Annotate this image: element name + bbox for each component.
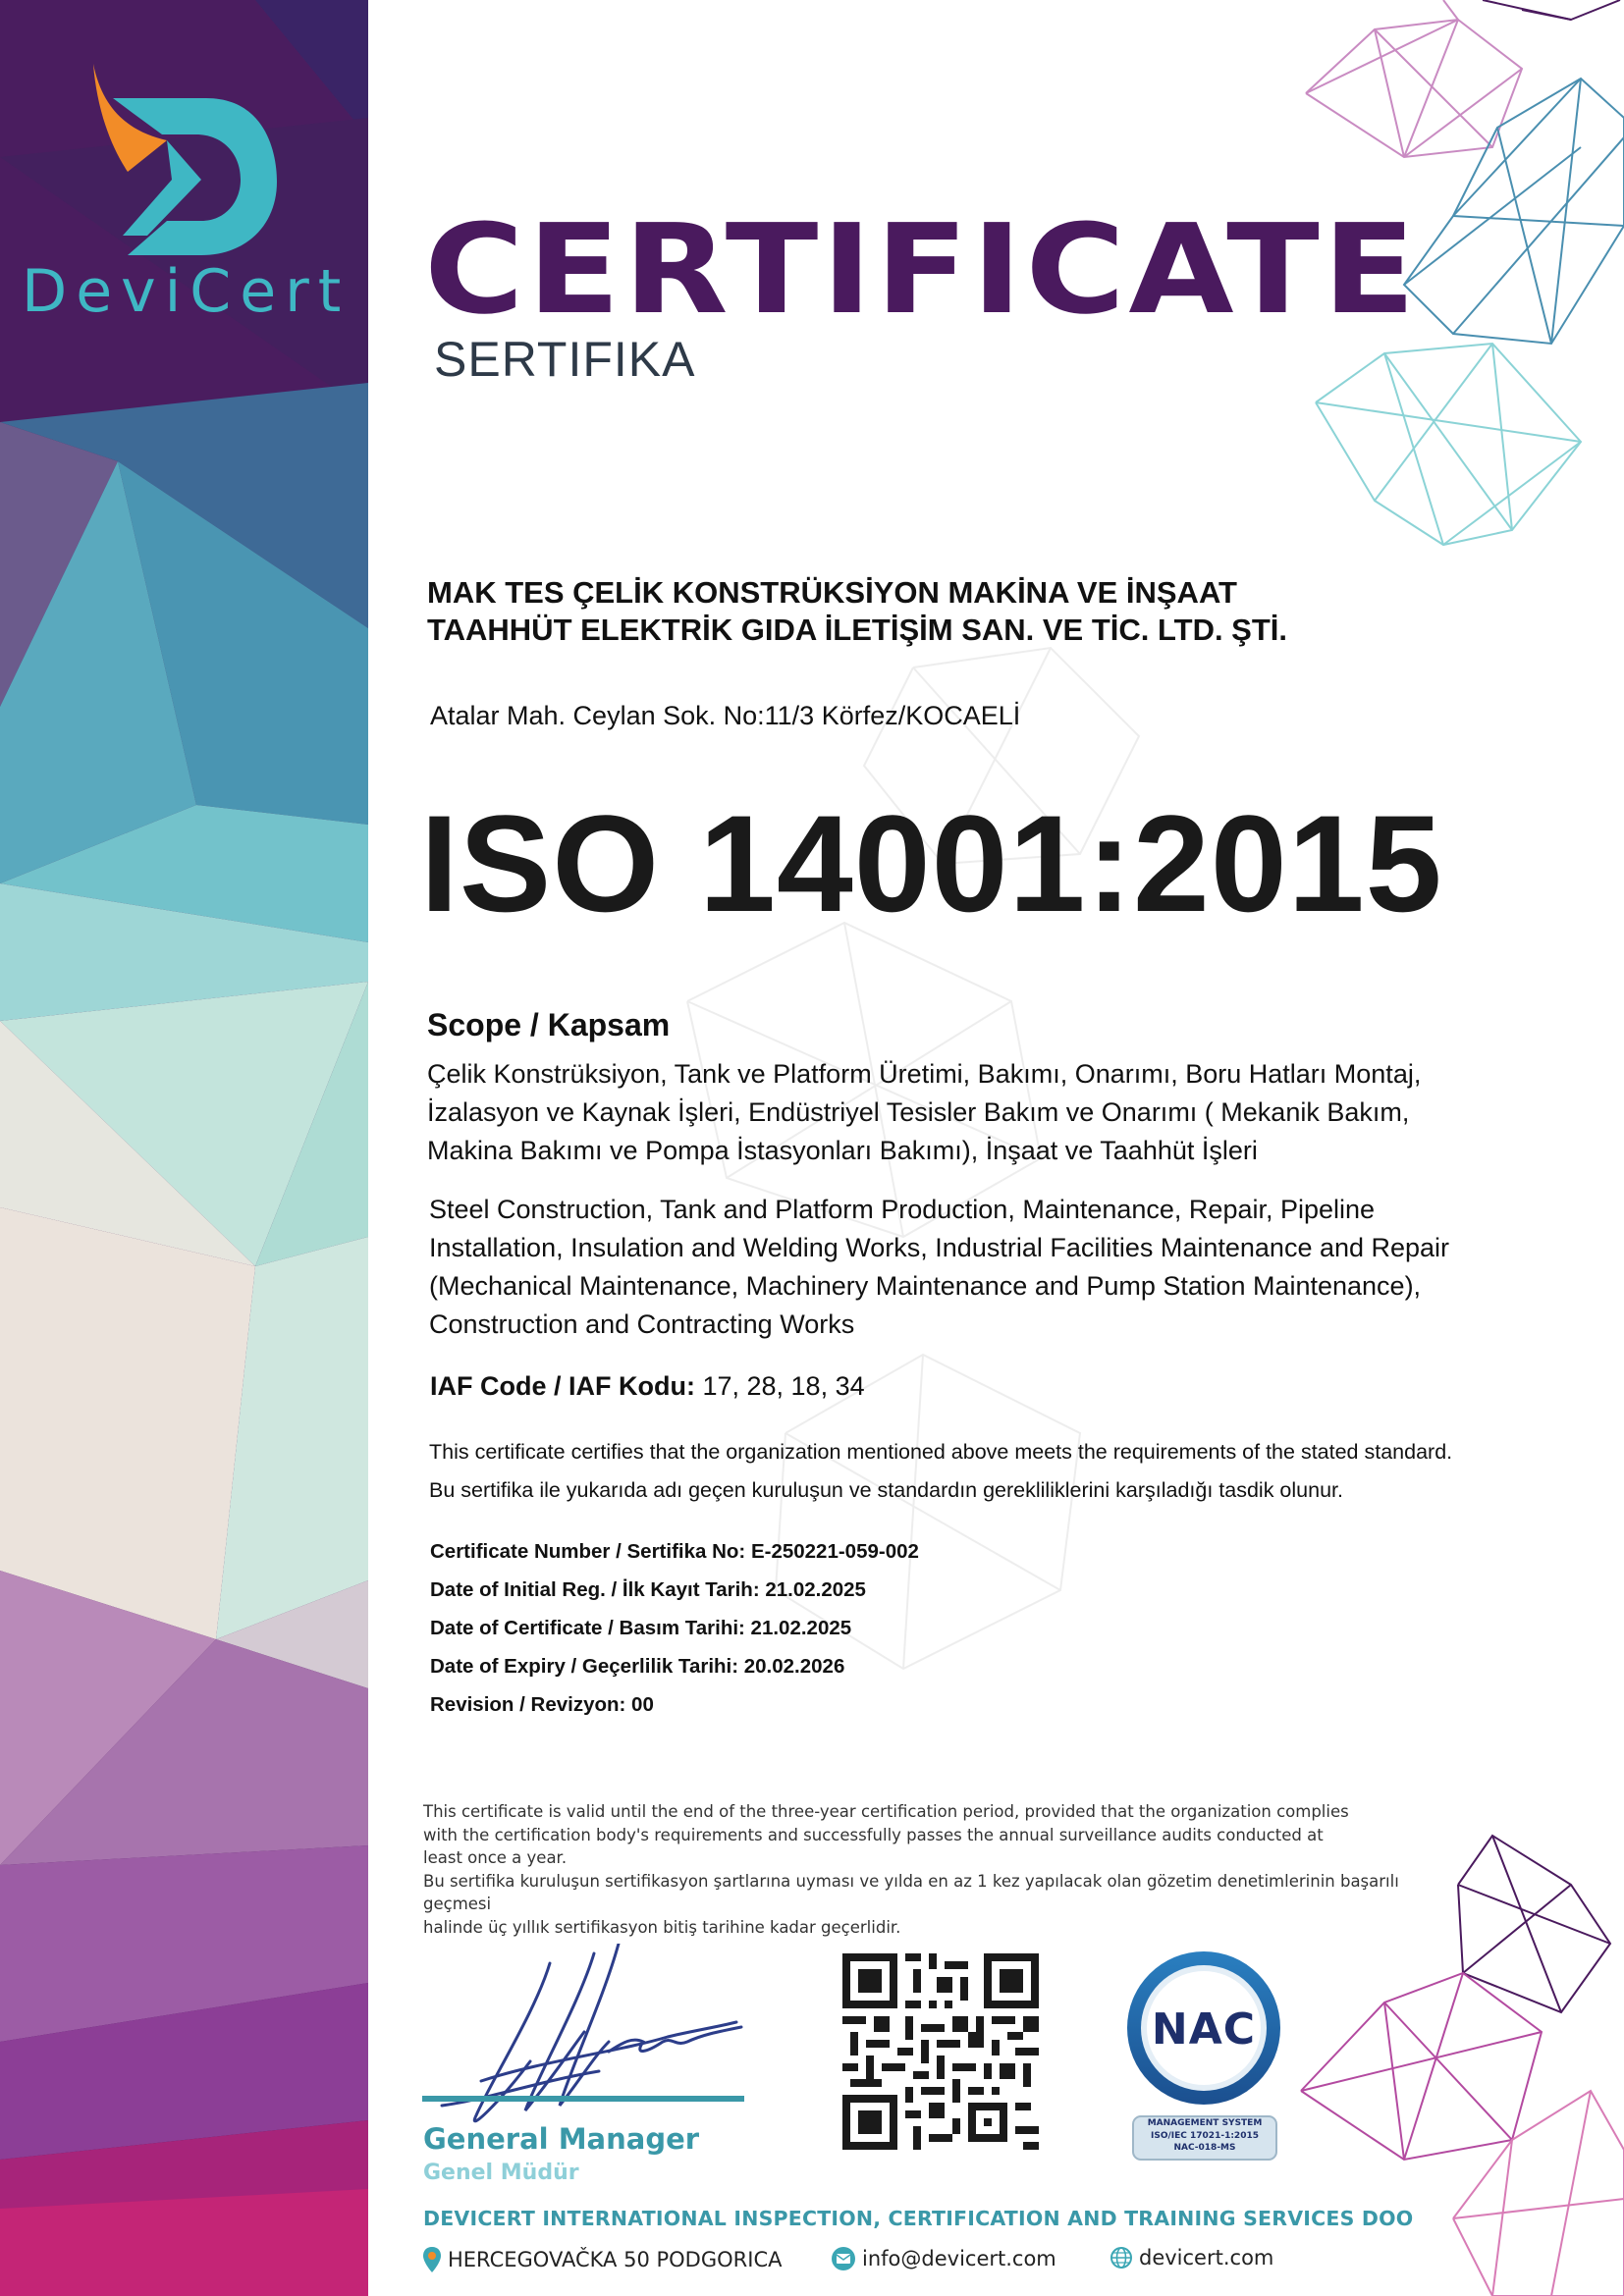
validity-line: This certificate is valid until the end of the three-year certification period, provided that the organization complies [423, 1802, 1349, 1821]
globe-icon [1110, 2246, 1133, 2269]
revision: Revision / Revizyon: 00 [430, 1693, 654, 1716]
certificate-subtitle: SERTIFIKA [434, 332, 696, 387]
email-text[interactable]: info@devicert.com [862, 2247, 1056, 2270]
footer-website[interactable] [1110, 2246, 1273, 2269]
qr-code[interactable] [842, 1953, 1039, 2150]
signature-line [422, 2096, 744, 2102]
standard-title: ISO 14001:2015 [420, 786, 1443, 940]
decorative-sidebar [0, 0, 368, 2296]
expiry-date: Date of Expiry / Geçerlilik Tarihi: 20.02.2026 [430, 1655, 845, 1678]
signatory-title-tr: Genel Müdür [423, 2161, 579, 2185]
statement-tr: Bu sertifika ile yukarıda adı geçen kuruluşun ve standardın gerekliliklerini karşıladığı tasdik olunur. [429, 1478, 1343, 1502]
statement-en: This certificate certifies that the organization mentioned above meets the requirements of the stated standard. [429, 1440, 1453, 1464]
validity-line: with the certification body's requirements and successfully passes the annual surveillance audits conducted at [423, 1825, 1324, 1844]
location-pin-icon [422, 2246, 442, 2273]
signature [422, 1944, 756, 2140]
devicert-logo-text: DeviCert [22, 257, 351, 326]
iaf-label: IAF Code / IAF Kodu: [430, 1371, 695, 1401]
nac-caption [1133, 2117, 1276, 2155]
certification-statement [429, 1433, 1452, 1510]
initial-registration-date: Date of Initial Reg. / İlk Kayıt Tarih: 21.02.2025 [430, 1578, 866, 1601]
certificate-date: Date of Certificate / Basım Tarihi: 21.02.2025 [430, 1617, 852, 1639]
scope-en-line: Steel Construction, Tank and Platform Production, Maintenance, Repair, Pipeline [429, 1195, 1376, 1224]
certificate-number: Certificate Number / Sertifika No: E-250221-059-002 [430, 1540, 919, 1563]
iaf-code [430, 1371, 865, 1402]
validity-line: halinde üç yıllık sertifikasyon bitiş tarihine kadar geçerlidir. [423, 1917, 901, 1937]
scope-english [429, 1191, 1519, 1344]
address-text: HERCEGOVAČKA 50 PODGORICA [448, 2248, 783, 2271]
certificate-title: CERTIFICATE [424, 197, 1419, 342]
validity-note [423, 1800, 1464, 1939]
scope-tr-line: Çelik Konstrüksiyon, Tank ve Platform Üretimi, Bakımı, Onarımı, Boru Hatları Montaj, [427, 1059, 1422, 1089]
certificate-details [430, 1532, 919, 1724]
scope-en-line: (Mechanical Maintenance, Machinery Maintenance and Pump Station Maintenance), [429, 1271, 1422, 1301]
scope-en-line: Installation, Insulation and Welding Works, Industrial Facilities Maintenance and Repair [429, 1233, 1450, 1262]
scope-heading: Scope / Kapsam [427, 1007, 671, 1042]
scope-tr-line: Makina Bakımı ve Pompa İstasyonları Bakımı), İnşaat ve Taahhüt İşleri [427, 1136, 1258, 1165]
validity-line: least once a year. [423, 1848, 568, 1867]
website-text[interactable]: devicert.com [1139, 2246, 1274, 2269]
nac-line1: MANAGEMENT SYSTEM [1147, 2118, 1263, 2128]
signatory-title: General Manager [423, 2122, 700, 2156]
email-icon [831, 2246, 856, 2271]
scope-tr-line: İzalasyon ve Kaynak İşleri, Endüstriyel Tesisler Bakım ve Onarımı ( Mekanik Bakım, [427, 1097, 1410, 1127]
nac-line3: NAC-018-MS [1173, 2143, 1236, 2153]
footer-organization: DEVICERT INTERNATIONAL INSPECTION, CERTIFICATION AND TRAINING SERVICES DOO [423, 2207, 1414, 2230]
scope-en-line: Construction and Contracting Works [429, 1309, 855, 1339]
organization-name [427, 574, 1287, 649]
organization-name-line1: MAK TES ÇELİK KONSTRÜKSİYON MAKİNA VE İNŞAAT [427, 575, 1237, 610]
organization-address: Atalar Mah. Ceylan Sok. No:11/3 Körfez/KOCAELİ [430, 701, 1021, 730]
validity-line: Bu sertifika kuruluşun sertifikasyon şartlarına uyması ve yılda en az 1 kez yapılacak olan gözetim denetimlerinin başarılı geçmesi [423, 1871, 1399, 1913]
scope-turkish [427, 1055, 1507, 1170]
organization-name-line2: TAAHHÜT ELEKTRİK GIDA İLETİŞİM SAN. VE TİC. LTD. ŞTİ. [427, 613, 1288, 647]
nac-line2: ISO/IEC 17021-1:2015 [1151, 2130, 1259, 2141]
footer-email[interactable] [831, 2246, 1056, 2271]
iaf-value: 17, 28, 18, 34 [694, 1371, 865, 1401]
nac-badge-text: NAC [1151, 2004, 1257, 2055]
footer-address [422, 2246, 782, 2273]
